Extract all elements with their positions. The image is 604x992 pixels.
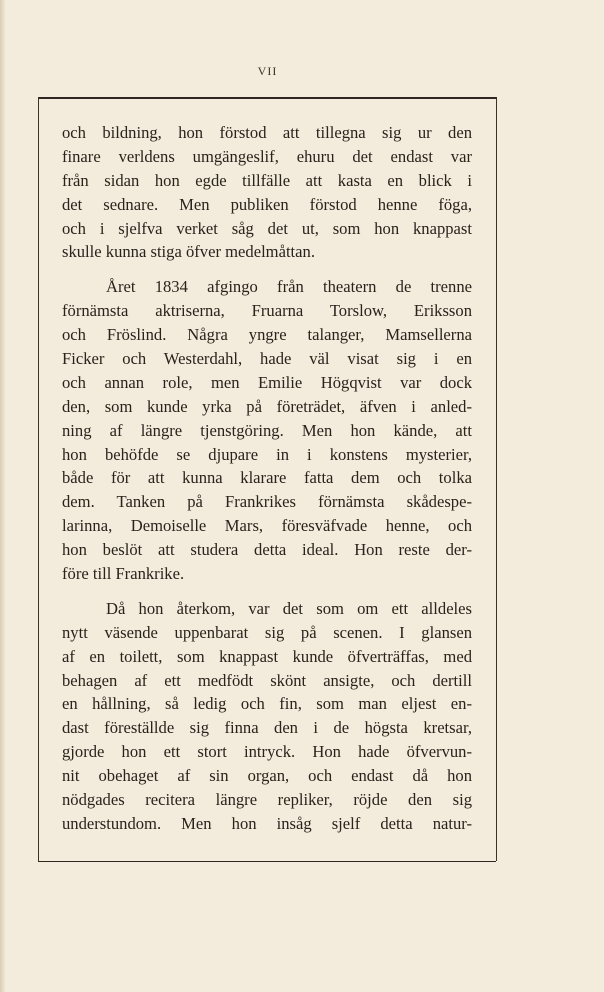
body-text [62, 121, 472, 836]
text-line: och i sjelfva verket såg det ut, som hon knappast [62, 218, 472, 238]
page-edge-shadow [0, 0, 5, 992]
text-line: dem. Tanken på Frankrikes förnämsta skådespe- [62, 492, 472, 512]
text-line: nödgades recitera längre repliker, röjde den sig [62, 790, 472, 810]
text-line: den, som kunde yrka på företrädet, äfven i anled- [62, 396, 472, 416]
text-line: Då hon återkom, var det som om ett alldeles [106, 598, 472, 618]
frame-left-rule [38, 97, 39, 861]
frame-right-rule [496, 97, 497, 861]
text-line: förnämsta aktriserna, Fruarna Torslow, Eriksson [62, 301, 472, 321]
paragraph-2 [62, 275, 472, 586]
text-line: behagen af ett medfödt skönt ansigte, och dertill [62, 670, 472, 690]
text-line: nytt väsende uppenbarat sig på scenen. I glansen [62, 622, 472, 642]
text-line: en hållning, så ledig och fin, som man eljest en- [62, 694, 472, 714]
text-line: understundom. Men hon insåg sjelf detta natur- [62, 813, 472, 833]
text-line: och annan role, men Emilie Högqvist var dock [62, 372, 472, 392]
text-line: det sednare. Men publiken förstod henne föga, [62, 194, 472, 214]
text-line: både för att kunna klarare fatta dem och tolka [62, 468, 472, 488]
text-line: skulle kunna stiga öfver medelmåttan. [62, 242, 315, 262]
text-line: från sidan hon egde tillfälle att kasta en blick i [62, 170, 472, 190]
text-line: och Fröslind. Några yngre talanger, Mamsellerna [62, 325, 472, 345]
text-line: hon behöfde se djupare in i konstens mysterier, [62, 444, 472, 464]
text-line: dast föreställde sig finna den i de högsta kretsar, [62, 718, 472, 738]
text-line: gjorde hon ett stort intryck. Hon hade öfvervun- [62, 742, 472, 762]
text-line: Året 1834 afgingo från theatern de trenne [106, 277, 472, 297]
text-line: hon beslöt att studera detta ideal. Hon reste der- [62, 540, 472, 560]
text-line: ning af längre tjenstgöring. Men hon kände, att [62, 420, 472, 440]
text-line: Ficker och Westerdahl, hade väl visat sig i en [62, 349, 472, 369]
text-line: nit obehaget af sin organ, och endast då hon [62, 766, 472, 786]
text-line: larinna, Demoiselle Mars, föresväfvade henne, och [62, 516, 472, 536]
text-line: före till Frankrike. [62, 564, 185, 584]
paragraph-1 [62, 121, 472, 264]
text-line: finare verldens umgängeslif, ehuru det endast var [62, 146, 472, 166]
paragraph-3 [62, 597, 472, 836]
page-number: VII [257, 64, 278, 78]
text-line: och bildning, hon förstod att tillegna sig ur den [62, 123, 472, 142]
text-line: af en toilett, som knappast kunde öfverträffas, med [62, 646, 472, 666]
